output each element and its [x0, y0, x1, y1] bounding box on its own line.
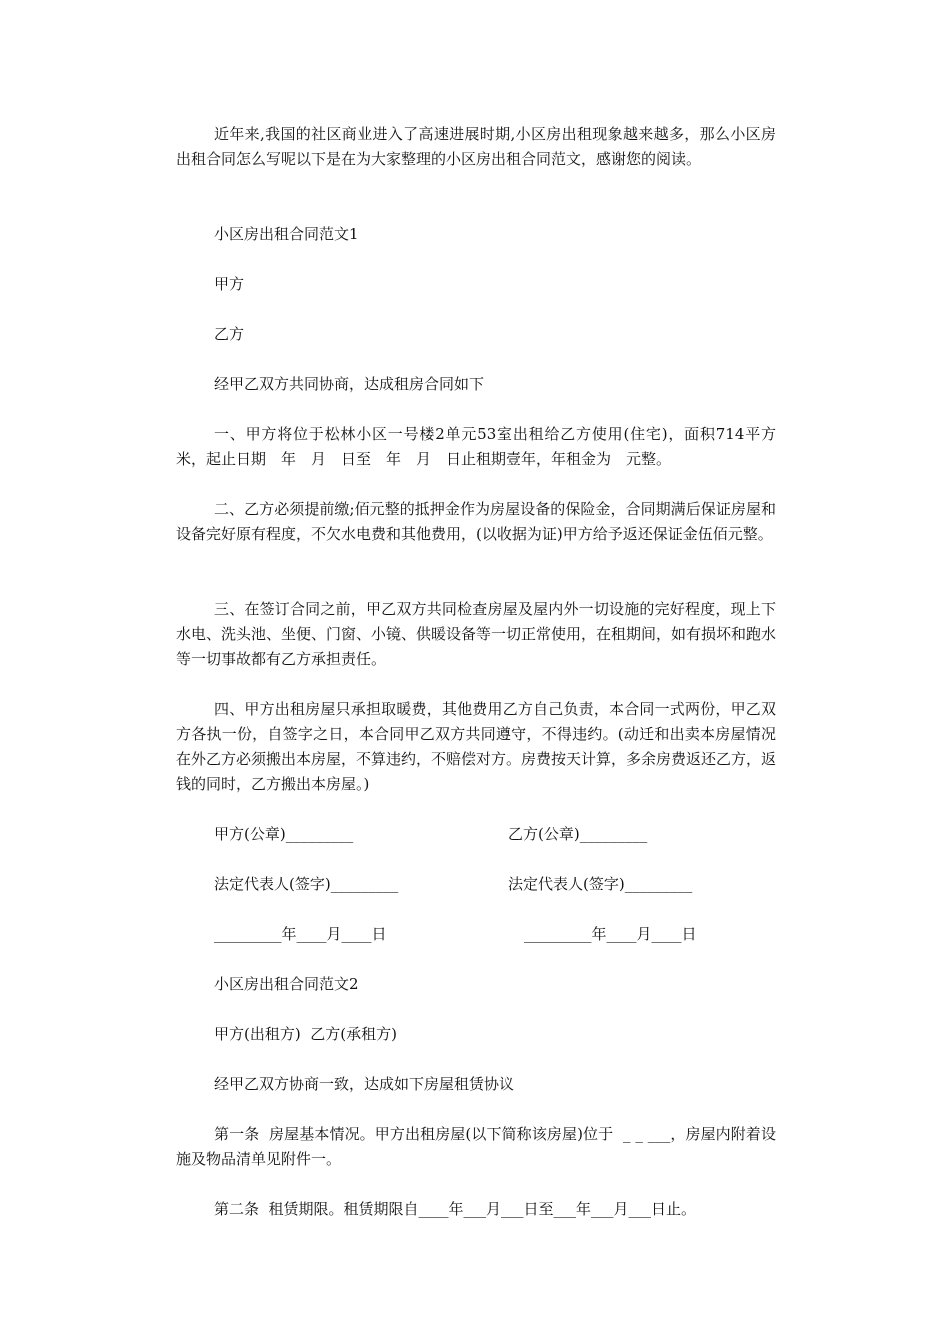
sample1-clause-4: 四、甲方出租房屋只承担取暖费，其他费用乙方自己负责，本合同一式两份，甲乙双方各执一份，自签字之日，本合同甲乙双方共同遵守，不得违约。(动迁和出卖本房屋情况在外乙方必须搬出本房屋，不算违约，不赔偿对方。房费按天计算，多余房费返还乙方，返钱的同时，乙方搬出本房屋。): [176, 700, 777, 793]
sample1-clause-2: 二、乙方必须提前缴;佰元整的抵押金作为房屋设备的保险金，合同期满后保证房屋和设备完好原有程度，不欠水电费和其他费用，(以收据为证)甲方给予返还保证金伍佰元整。: [176, 500, 776, 543]
sample2-title: 小区房出租合同范文2: [214, 975, 359, 993]
party-a-date-line: _________年____月____日: [214, 925, 387, 943]
party-b-seal-line: 乙方(公章)_________: [508, 825, 648, 843]
sample2-article-2: 第二条 租赁期限。租赁期限自____年___月___日至___年___月___日止。: [214, 1200, 697, 1218]
sample1-title: 小区房出租合同范文1: [214, 225, 359, 243]
sample1-party-b: 乙方: [214, 325, 245, 343]
sample2-preamble: 经甲乙双方协商一致，达成如下房屋租赁协议: [214, 1075, 515, 1093]
sample1-clause-1: 一、甲方将位于松林小区一号楼2单元53室出租给乙方使用(住宅)，面积714平方米，起止日期 年 月 日至 年 月 日止租期壹年，年租金为 元整。: [176, 425, 776, 468]
intro-paragraph: 近年来,我国的社区商业进入了高速进展时期,小区房出租现象越来越多，那么小区房出租合同怎么写呢以下是在为大家整理的小区房出租合同范文，感谢您的阅读。: [176, 125, 776, 168]
sample2-parties: 甲方(出租方) 乙方(承租方): [214, 1025, 397, 1043]
sample2-article-1: 第一条 房屋基本情况。甲方出租房屋(以下简称该房屋)位于 _ _ ___，房屋内附着设施及物品清单见附件一。: [176, 1125, 776, 1168]
sample1-preamble: 经甲乙双方共同协商，达成租房合同如下: [214, 375, 485, 393]
party-b-date-line: _________年____月____日: [524, 925, 697, 943]
party-a-representative-line: 法定代表人(签字)_________: [214, 875, 399, 893]
party-a-seal-line: 甲方(公章)_________: [214, 825, 354, 843]
party-b-representative-line: 法定代表人(签字)_________: [508, 875, 693, 893]
sample1-party-a: 甲方: [214, 275, 245, 293]
sample1-clause-3: 三、在签订合同之前，甲乙双方共同检查房屋及屋内外一切设施的完好程度，现上下水电、洗头池、坐便、门窗、小镜、供暖设备等一切正常使用，在租期间，如有损坏和跑水等一切事故都有乙方承担责任。: [176, 600, 777, 668]
